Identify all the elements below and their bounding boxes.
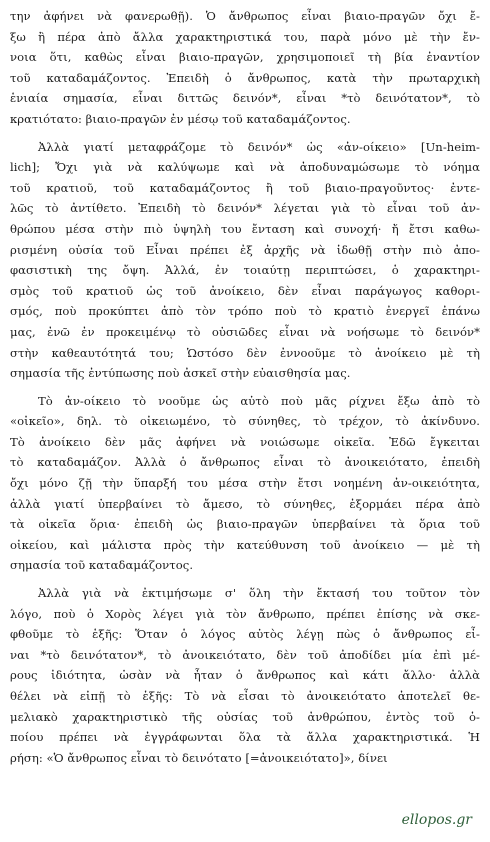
text-line: ὄχι μόνο ζῇ τὴν ὕπαρξή του μέσα στὴν ἔτσι νοημένη ἀν-οικειότητα, [10,476,480,491]
text-line: κρατιότατο: βιαιο-πραγῶν ἐν μέσῳ τοῦ καταδαμάζοντος. [10,111,351,126]
text-line: θέλει νὰ εἰπῇ τὸ ἑξῆς: Τὸ νὰ εἶσαι τὸ ἀνοικειότατο ἀποτελεῖ θε- [10,689,480,703]
text-line: μελιακὸ χαρακτηριστικὸ τῆς οὐσίας τοῦ ἀνθρώπου, ἐντὸς τοῦ ὁ- [10,709,480,724]
site-watermark: ellopos.gr [401,812,472,828]
text-line: ἑνιαία σημασία, εἶναι διττῶς δεινόν*, εἶναι *τὸ δεινότατον*, τὸ [10,91,480,106]
text-line: Ἀλλὰ γιὰ νὰ ἐκτιμήσωμε σ' ὅλη τὴν ἔκτασή του τοῦτον τὸν [38,586,480,601]
text-line: φθοῦμε τὸ ἑξῆς: Ὅταν ὁ λόγος αὐτὸς λέγῃ πὼς ὁ ἄνθρωπος εἶ- [10,627,480,642]
text-line: ναι *τὸ δεινότατον*, τὸ ἀνοικειότατο, δὲν τοῦ ἀποδίδει μία ἐπὶ μέ- [10,647,480,662]
text-line: σμός, ποὺ προκύπτει ἀπὸ τὸν τρόπο ποὺ τὸ κρατιὸ ἐνεργεῖ ἐπάνω [10,304,480,319]
text-line: σημασία τῆς ἐντύπωσης ποὺ ἀσκεῖ στὴν εὐαισθησία μας. [10,366,351,381]
text-line: θρώπου μέσα στὴν πιὸ ὑψηλὴ του ἔνταση καὶ συνοχή· ἤ ἔτσι καθω- [10,221,480,236]
text-line: λόγο, ποὺ ὁ Χορὸς λέγει γιὰ τὸν ἄνθρωπο, πρέπει ἐπίσης νὰ σκε- [10,606,480,621]
text-line: τὸ καταδαμάζον. Ἀλλὰ ὁ ἄνθρωπος εἶναι τὸ ἀνοικειότατο, ἐπειδὴ [10,455,480,470]
text-line: ρήση: «Ὁ ἄνθρωπος εἶναι τὸ δεινότατο [=ἀνοικειότατο]», δίνει [10,750,388,765]
paragraph [10,583,480,768]
text-line: ἀλλὰ γιατί ὑπερβαίνει τὸ ἄμεσο, τὸ σύνηθες, ἐξορμάει πέρα ἀπὸ [10,496,480,511]
text-line: στὴν καθεαυτότητά του; Ὡστόσο δὲν ἐννοοῦμε τὸ ἀνοίκειο μὲ τὴ [10,345,480,360]
text-line: ποίου πρέπει νὰ ἐγγράφωνται ὅλα τὰ ἄλλα χαρακτηριστικά. Ἡ [10,730,480,745]
text-body [10,6,480,768]
text-line: «οἰκεῖο», δηλ. τὸ οἰκειωμένο, τὸ σύνηθες, τὸ τρέχον, τὸ ἀκίνδυνο. [10,414,480,429]
text-line: τοῦ κρατιοῦ, τοῦ καταδαμάζοντος ἢ τοῦ βιαιο-πραγοῦντος· ἐντε- [10,180,480,195]
text-line: μας, ἐνῶ ἐν προκειμένῳ τὸ οὐσιῶδες εἶναι νὰ νοήσωμε τὸ δεινόν* [10,324,480,339]
text-line: οἰκείου, καὶ μάλιστα πρὸς τὴν κατεύθυνση τοῦ ἀνοίκειο — μὲ τὴ [10,537,480,552]
paragraph [10,6,480,130]
text-line: Ἀλλὰ γιατί μεταφράζομε τὸ δεινόν* ὡς «ἀν-οίκειο» [Un-heim- [38,139,480,154]
text-line: ρους ἰδιότητα, ὡσὰν νὰ ἦταν ὁ ἄνθρωπος καὶ κάτι ἄλλο· ἀλλὰ [10,668,480,683]
paragraph [10,391,480,576]
text-line: ρισμένη οὐσία τοῦ Εἶναι πρέπει ἐξ ἀρχῆς νὰ ἰδωθῇ στὴν πιὸ ἀπο- [10,242,480,257]
text-line: σημασία τοῦ καταδαμάζοντος. [10,558,194,573]
text-line: λῶς τὸ ἀντίθετο. Ἐπειδὴ τὸ δεινόν* λέγεται γιὰ τὸ εἶναι τοῦ ἀν- [10,201,480,216]
text-line: την ἀφήνει νὰ φανερωθῇ). Ὁ ἄνθρωπος εἶναι βιαιο-πραγῶν ὄχι ἔ- [10,9,480,23]
text-line: Τὸ ἀνοίκειο δὲν μᾶς ἀφήνει νὰ νοιώσωμε οἰκεῖα. Ἐδῶ ἔγκειται [10,434,480,449]
text-line: φασιστικὴ της ὄψη. Ἀλλά, ἐν τοιαύτῃ περιπτώσει, ὁ χαρακτηρι- [10,263,480,278]
paragraph-gap [10,384,480,391]
text-line: τοῦ καταδαμάζοντος. Ἐπειδὴ ὁ ἄνθρωπος, κατὰ τὴν πρωταρχικὴ [10,70,480,85]
text-line: τὰ οἰκεῖα ὅρια· ἐπειδὴ ὡς βιαιο-πραγῶν ὑπερβαίνει τὰ ὅρια τοῦ [10,517,480,532]
text-line: Τὸ ἀν-οίκειο τὸ νοοῦμε ὡς αὐτὸ ποὺ μᾶς ρίχνει ἔξω ἀπὸ τὸ [38,393,480,408]
paragraph-gap [10,130,480,137]
paragraph [10,137,480,384]
text-line: ξω ἢ πέρα ἀπὸ ἄλλα χαρακτηριστικά του, παρὰ μόνο μὲ τὴν ἔν- [10,29,480,44]
text-line: νοια ὅτι, καθὼς εἶναι βιαιο-πραγῶν, χρησιμοποιεῖ τὴ βία ἐναντίον [10,50,480,65]
paragraph-gap [10,576,480,583]
text-line: σμὸς τοῦ κρατιοῦ ὡς τοῦ ἀνοίκειο, δὲν εἶναι παράγωγος καθορι- [10,283,480,298]
text-line: lich]; Ὄχι γιὰ νὰ καλύψωμε καὶ νὰ ἀποδυναμώσωμε τὸ νόημα [10,160,480,175]
